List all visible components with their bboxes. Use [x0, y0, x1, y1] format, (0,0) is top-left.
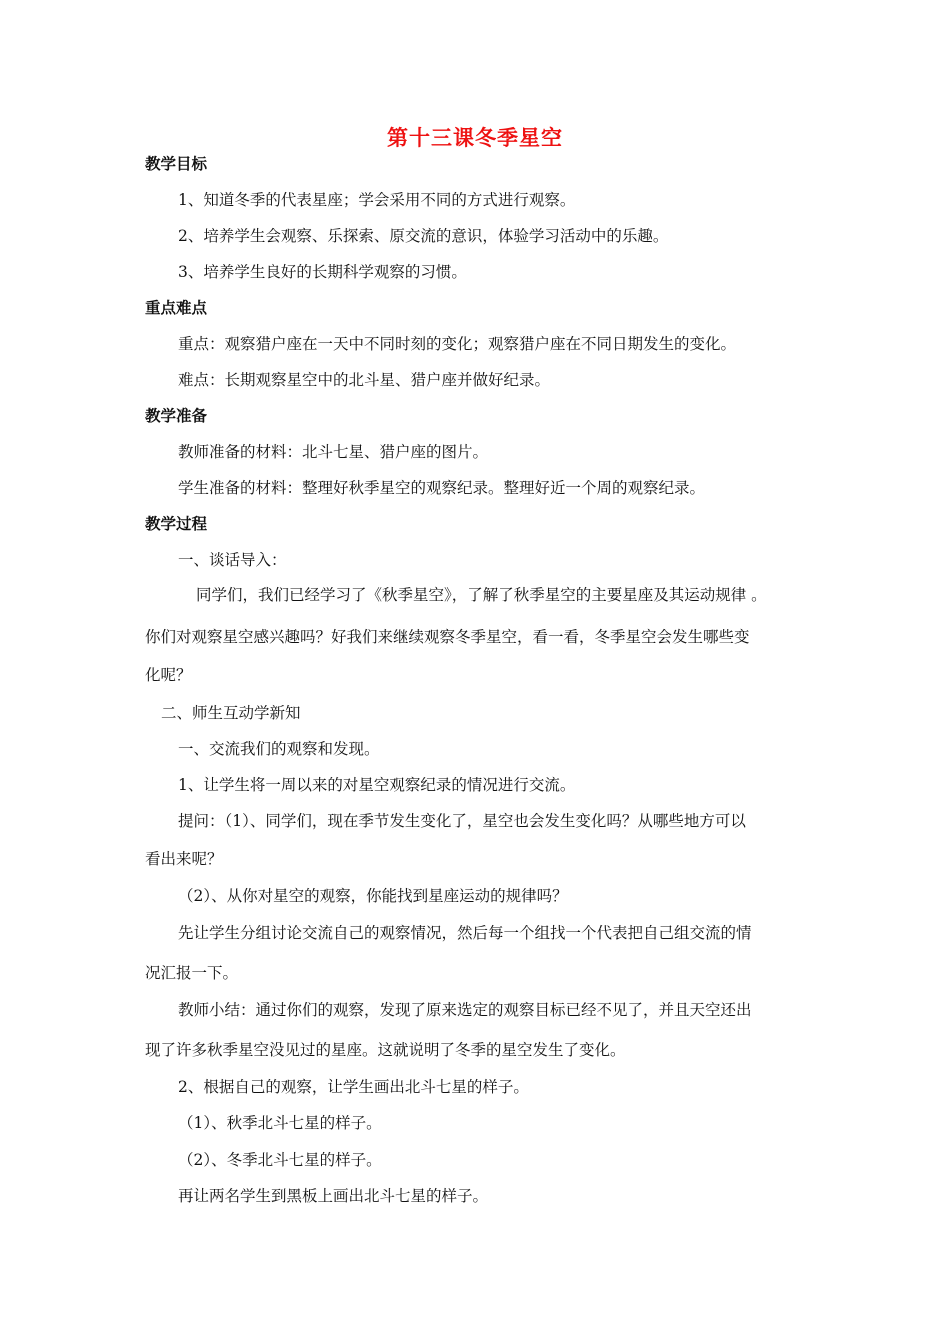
paragraph-line: 况汇报一下。	[145, 964, 239, 982]
section-heading: 教学过程	[145, 515, 208, 533]
paragraph-line: 3、培养学生良好的长期科学观察的习惯。	[178, 263, 467, 281]
paragraph-line: 看出来呢？	[145, 850, 223, 868]
paragraph-line: 提问：（1）、同学们，现在季节发生变化了，星空也会发生变化吗？从哪些地方可以	[178, 812, 746, 830]
paragraph-line: 重点：观察猎户座在一天中不同时刻的变化；观察猎户座在不同日期发生的变化。	[178, 335, 737, 353]
paragraph-line: 先让学生分组讨论交流自己的观察情况，然后每一个组找一个代表把自己组交流的情	[178, 924, 752, 942]
paragraph-line: 再让两名学生到黑板上画出北斗七星的样子。	[178, 1187, 489, 1205]
paragraph-line: 你们对观察星空感兴趣吗？好我们来继续观察冬季星空，看一看，冬季星空会发生哪些变	[145, 628, 750, 646]
section-heading: 教学准备	[145, 407, 208, 425]
paragraph-line: 1、让学生将一周以来的对星空观察纪录的情况进行交流。	[178, 776, 576, 794]
paragraph-line: （2）、冬季北斗七星的样子。	[178, 1151, 382, 1169]
paragraph-line: 学生准备的材料：整理好秋季星空的观察纪录。整理好近一个周的观察纪录。	[178, 479, 706, 497]
section-heading: 教学目标	[145, 155, 208, 173]
paragraph-line: 2、根据自己的观察，让学生画出北斗七星的样子。	[178, 1078, 529, 1096]
paragraph-line: 现了许多秋季星空没见过的星座。这就说明了冬季的星空发生了变化。	[145, 1041, 626, 1059]
paragraph-line: 教师准备的材料：北斗七星、猎户座的图片。	[178, 443, 489, 461]
paragraph-line: 同学们，我们已经学习了《秋季星空》，了解了秋季星空的主要星座及其运动规律 。	[196, 586, 767, 604]
paragraph-line: （1）、秋季北斗七星的样子。	[178, 1114, 382, 1132]
paragraph-line: 1、知道冬季的代表星座；学会采用不同的方式进行观察。	[178, 191, 576, 209]
paragraph-line: 二、师生互动学新知	[161, 704, 301, 722]
paragraph-line: 一、交流我们的观察和发现。	[178, 740, 380, 758]
paragraph-line: 一、谈话导入：	[178, 551, 287, 569]
document-title: 第十三课冬季星空	[387, 126, 563, 150]
paragraph-line: 2、培养学生会观察、乐探索、原交流的意识，体验学习活动中的乐趣。	[178, 227, 669, 245]
paragraph-line: 化呢？	[145, 666, 192, 684]
paragraph-line: 教师小结：通过你们的观察，发现了原来选定的观察目标已经不见了，并且天空还出	[178, 1001, 752, 1019]
section-heading: 重点难点	[145, 299, 208, 317]
paragraph-line: 难点：长期观察星空中的北斗星、猎户座并做好纪录。	[178, 371, 551, 389]
paragraph-line: （2）、从你对星空的观察，你能找到星座运动的规律吗？	[178, 887, 568, 905]
